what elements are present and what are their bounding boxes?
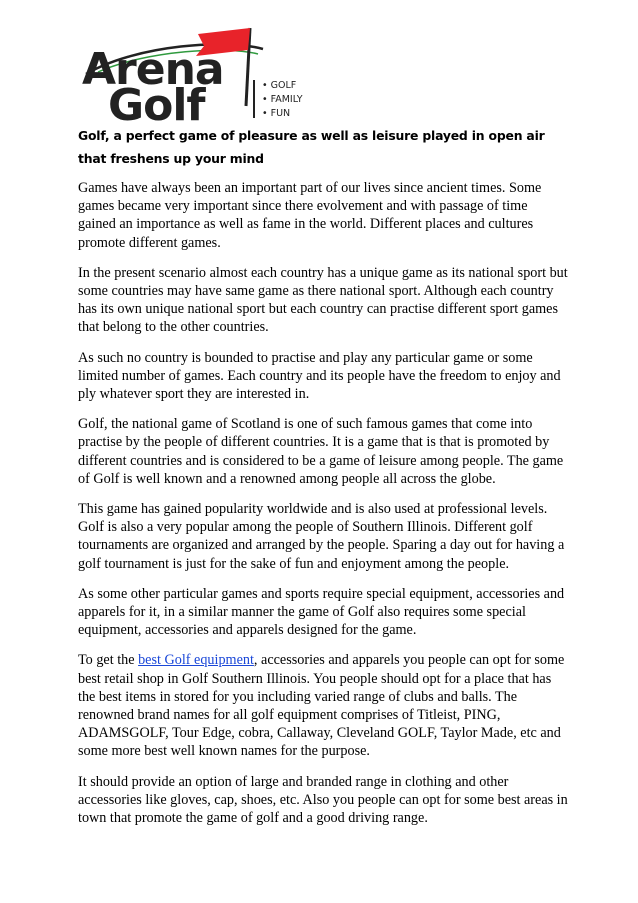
article-title: Golf, a perfect game of pleasure as well as leisure played in open air that freshens up your mind bbox=[78, 128, 545, 166]
logo-tagline-family: • FAMILY bbox=[262, 94, 303, 105]
logo-tagline-golf: • GOLF bbox=[262, 80, 297, 91]
paragraph-1: Games have always been an important part of our lives since ancient times. Some games became very important since there evolvement and with passage of time gained an importance as well as fame in the world. Different places and cultures promote different games. bbox=[78, 180, 542, 251]
paragraph-7-after: , accessories and apparels you people can opt for some best retail shop in Golf Southern Illinois. You people should opt for a place that has the best items in stored for you including varied range of clubs and balls. The renowned brand names for all golf equipment comprises of Titleist, PING, ADAMSGOLF, Tour Edge, cobra, Callaway, Cleveland GOLF, Taylor Made, etc and some more best well known names for the purpose. bbox=[78, 652, 565, 760]
paragraph-5: This game has gained popularity worldwide and is also used at professional levels. Golf is also a very popular among the people of Southern Illinois. Different golf tournaments are organized and arranged by the people. Sparing a day out for having a golf tournament is just for the sake of fun and enjoyment among the people. bbox=[78, 501, 565, 572]
paragraph-6: As some other particular games and sports require special equipment, accessories and apparels for it, in a similar manner the game of Golf also requires some special equipment, accessories and apparels designed for the game. bbox=[78, 585, 565, 639]
logo-tagline-fun: • FUN bbox=[262, 108, 291, 119]
paragraph-3: As such no country is bounded to practise and play any particular game or some limited number of games. Each country and its people have the freedom to enjoy and ply whatever sport they are interested in. bbox=[78, 349, 561, 403]
article-body bbox=[78, 179, 568, 839]
logo-word-arena: Arena bbox=[82, 44, 224, 95]
best-golf-equipment-link[interactable]: best Golf equipment bbox=[138, 652, 254, 669]
paragraph-2: In the present scenario almost each country has a unique game as its national sport but some countries may have same game as there national sport. Although each country has its own unique national sport but each country can practise different sport games that belong to the other countries. bbox=[78, 264, 568, 336]
paragraph-7 bbox=[78, 651, 568, 760]
logo-word-golf: Golf bbox=[108, 80, 205, 126]
arena-golf-logo bbox=[78, 14, 328, 126]
paragraph-8: It should provide an option of large and branded range in clothing and other accessories like gloves, cap, shoes, etc. Also you people can opt for some best areas in town that promote the game of golf and a good driving range. bbox=[78, 773, 568, 827]
paragraph-4: Golf, the national game of Scotland is one of such famous games that come into practise by the people of different countries. It is a game that is that is promoted by different countries and is considered to be a game of leisure among people. The game of Golf is well known and a renowned among people all across the globe. bbox=[78, 416, 564, 487]
paragraph-7-before: To get the bbox=[78, 652, 139, 669]
